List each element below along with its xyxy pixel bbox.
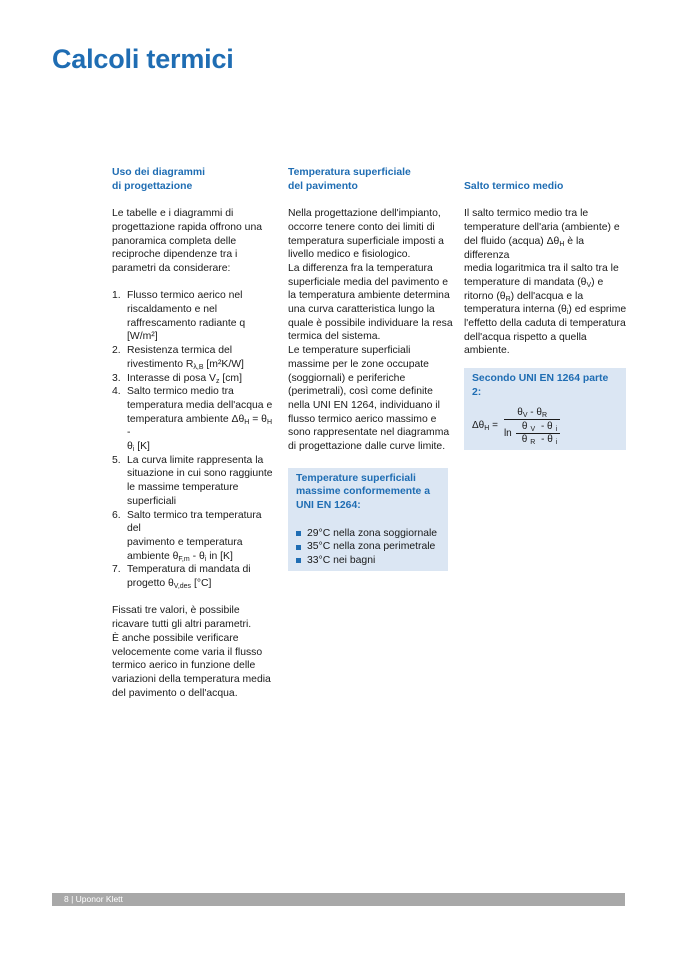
list-item: 2. Resistenza termica del rivestimento $R_{\lambda,B}$ [m²K/W] [112,345,244,371]
surface-temp-paragraph: Nella progettazione dell'impianto, occorre tenere conto dei limiti di temperatura superficiale imposti a livello medico e fisiologico. La differenza fra la temperatura superficiale media del pavimento e la temperatura ambiente determina una curva caratteristica lungo la quale è possibile individuare la resa termica del sistema. Le temperature superficiali massime per le zone occupate (soggiornali) e periferiche (perimetrali), così come definite nella UNI EN 1264, individuano il flusso termico aerico massimo e sono rappresentate nel diagramma di progettazione dalle curve limite. [288,208,453,453]
column-diagram-usage [112,166,277,700]
box-title: Secondo UNI EN 1264 parte 2: [472,373,609,398]
section-heading-surface-temp [288,166,453,193]
heading-line: Temperatura superficiale [288,167,411,178]
column-mean-temperature-difference [464,166,629,450]
page-title: Calcoli termici [52,44,234,74]
max-temperature-box [288,468,448,571]
list-item: 1. Flusso termico aerico nel riscaldamento e nel raffrescamento radiante q [W/m²] [112,290,246,343]
section-heading-diagrams [112,166,277,193]
list-item: 5. La curva limite rappresenta la situazione in cui sono raggiunte le massime temperature superficiali [112,454,273,507]
outro-paragraph: Fissati tre valori, è possibile ricavare tutti gli altri parametri. È anche possibile verificare velocemente come varia il flusso termico aerico in funzione delle variazioni della temperatura media del pavimento o dell'acqua. [112,605,271,699]
page-footer [52,893,625,906]
intro-paragraph: Le tabelle e i diagrammi di progettazione rapida offrono una panoramica completa delle reciproche dipendenze tra i parametri da considerare: [112,208,263,274]
list-item: 3. Interasse di posa $V_z$ [cm] [112,372,242,385]
list-item: 6. Salto termico tra temperatura del pavimento e temperatura ambiente $\theta_{F,m} - \theta_i$ in [K] [112,509,262,563]
list-item: 29°C nella zona soggiornale [296,527,440,541]
log-mean-formula: $\Delta\theta_H$ = $\theta_V - \theta_R$ ln θ $_V$ - θ $_i$ θ $_R$ - θ $_i$ [472,406,618,447]
parameter-list [112,289,277,590]
heading-line: Uso dei diagrammi [112,167,205,178]
mean-delta-paragraph: Il salto termico medio tra le temperature dell'aria (ambiente) e del fluido (acqua) $\Delta\theta_H$ è la differenza media logaritmica tra il salto tra le temperature di mandata $(\theta_V)$ e ritorno $(\theta_R)$ dell'acqua e la temperatura interna $(\theta_i)$ ed esprime l'effetto della caduta di temperatura dell'acqua rispetto a quella ambiente. [464,208,627,357]
footer-text: 8 | Uponor Klett [64,894,123,904]
max-temperature-list [296,527,440,568]
section-heading-mean-delta: Salto termico medio [464,181,564,192]
list-item: 33°C nei bagni [296,554,440,568]
box-title: Temperature superficiali massime conformemente a UNI EN 1264: [296,472,430,512]
column-surface-temperature [288,166,453,571]
list-item: 35°C nella zona perimetrale [296,540,440,554]
formula-box [464,368,626,450]
list-item: 4. Salto termico medio tra temperatura media dell'acqua e temperatura ambiente $\Delta\theta_H = \theta_H$ - $\theta_i$ [K] [112,386,273,454]
heading-line: di progettazione [112,180,193,192]
heading-line: del pavimento [288,180,358,192]
list-item: 7. Temperatura di mandata di progetto $\theta_{V,des}$ [°C] [112,564,251,591]
